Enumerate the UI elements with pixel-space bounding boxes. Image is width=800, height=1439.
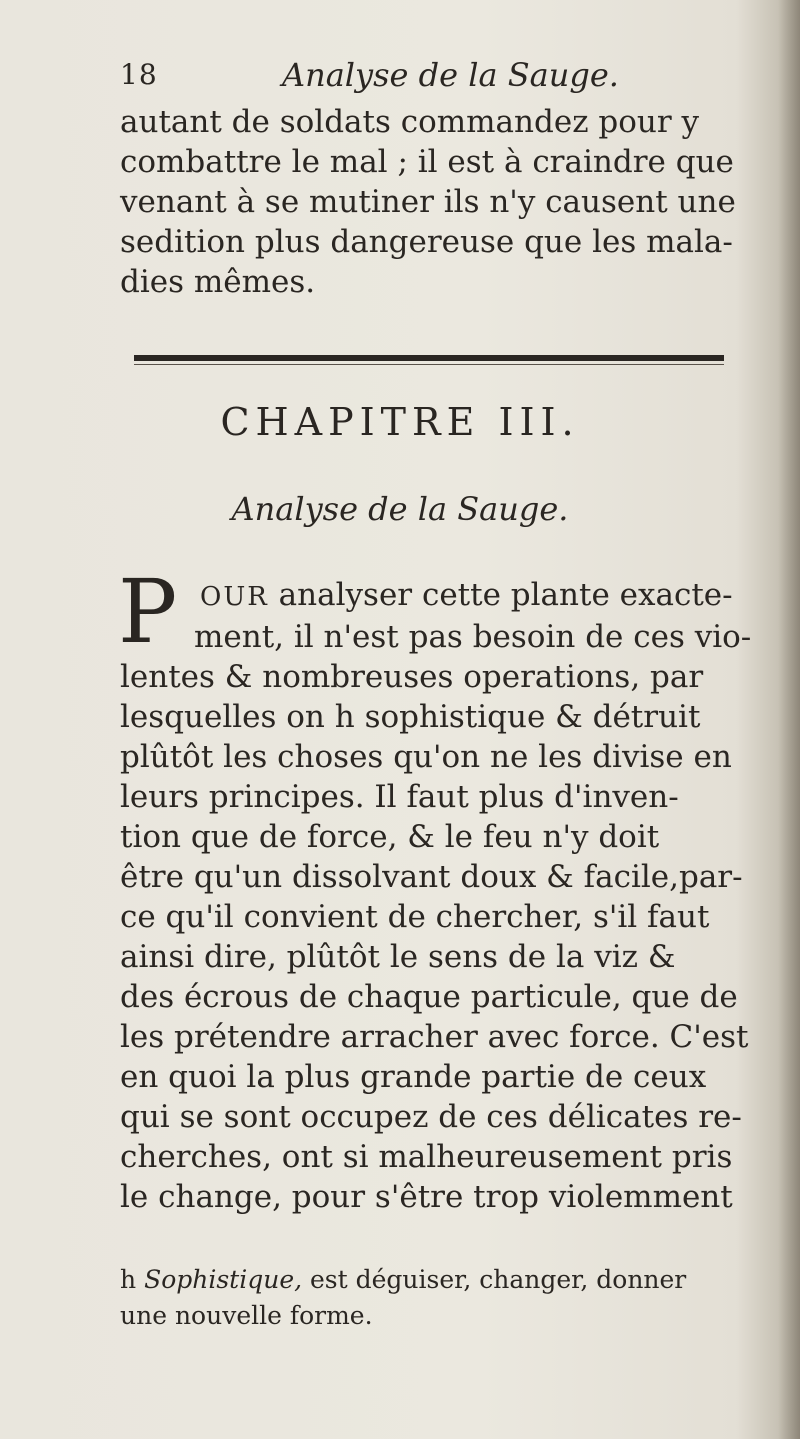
text-line: combattre le mal ; il est à craindre que (120, 144, 734, 180)
page-header (120, 52, 740, 104)
small-caps-lead: OUR (200, 582, 269, 612)
text-line: sedition plus dangereuse que les mala- (120, 224, 733, 260)
page-number: 18 (120, 58, 158, 91)
text-line: ainsi dire, plûtôt le sens de la viz & (120, 939, 676, 975)
footnote-marker: h (120, 1265, 137, 1294)
text-line: être qu'un dissolvant doux & facile,par- (120, 859, 743, 895)
chapter-divider-rule (134, 355, 724, 361)
text-line: autant de soldats commandez pour y (120, 104, 700, 140)
page-edge-shadow (778, 0, 800, 1439)
text-line: cherches, ont si malheureusement pris (120, 1139, 733, 1175)
drop-cap: P (118, 560, 178, 663)
text-line: ce qu'il convient de chercher, s'il faut (120, 899, 710, 935)
text-line: venant à se mutiner ils n'y causent une (120, 184, 736, 220)
chapter-title: CHAPITRE III. (220, 400, 580, 444)
footnote-line (120, 1262, 760, 1298)
footnote-term: Sophistique, (144, 1265, 303, 1294)
paragraph-first-line (200, 575, 760, 617)
footnote-line: une nouvelle forme. (120, 1301, 373, 1330)
text-line: dies mêmes. (120, 264, 316, 300)
text-line: leurs principes. Il faut plus d'inven- (120, 779, 679, 815)
text-line: en quoi la plus grande partie de ceux (120, 1059, 707, 1095)
text-line: lesquelles on h sophistique & détruit (120, 699, 701, 735)
text-line: plûtôt les choses qu'on ne les divise en (120, 739, 732, 775)
first-line-text: analyser cette plante exacte- (278, 577, 733, 613)
footnote (120, 1262, 760, 1334)
footnote-definition: est déguiser, changer, donner (310, 1265, 687, 1294)
running-title: Analyse de la Sauge. (282, 56, 619, 94)
text-line: qui se sont occupez de ces délicates re- (120, 1099, 742, 1135)
text-line: ment, il n'est pas besoin de ces vio- (194, 619, 752, 655)
paragraph-body (120, 617, 760, 1217)
continued-text (120, 102, 760, 302)
text-line: le change, pour s'être trop violemment (120, 1179, 733, 1215)
text-line: les prétendre arracher avec force. C'est (120, 1019, 749, 1055)
text-line: des écrous de chaque particule, que de (120, 979, 738, 1015)
text-line: tion que de force, & le feu n'y doit (120, 819, 660, 855)
text-line: lentes & nombreuses operations, par (120, 659, 704, 695)
section-title: Analyse de la Sauge. (231, 490, 569, 528)
